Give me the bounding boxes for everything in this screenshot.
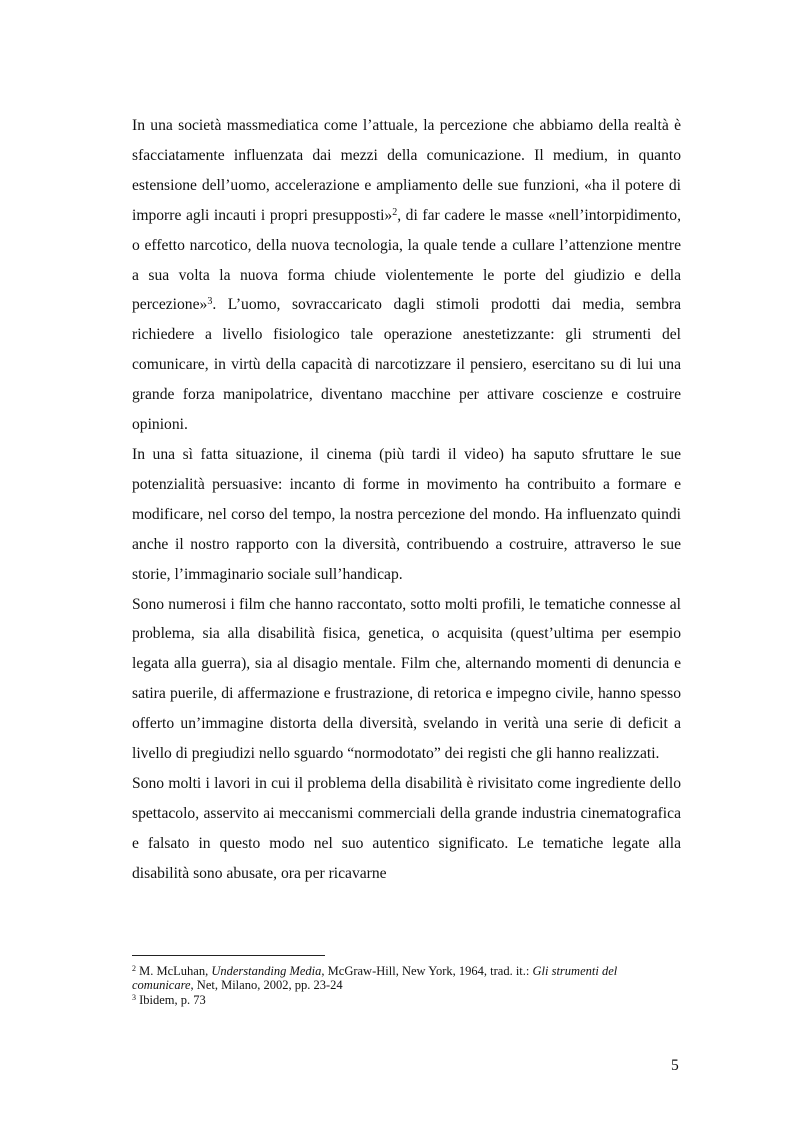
footnote-separator bbox=[132, 955, 325, 956]
footnote-3: $^3$ Ibidem, p. 73 bbox=[132, 992, 206, 1007]
footnote-ref-2[interactable]: 2 bbox=[392, 206, 398, 218]
paragraph-3: Sono numerosi i film che hanno raccontato, sotto molti profili, le tematiche connesse al problema, sia alla disabilità fisica, genetica, o acquisita (quest’ultima per esempio legata alla guerra), sia al disagio mentale. Film che, alternando momenti di denuncia e satira puerile, di affermazione e frustrazione, di retorica e impegno civile, hanno spesso offerto un’immagine distorta della diversità, svelando in verità una serie di deficit a livello di pregiudizi nello sguardo “normodotato” dei registi che gli hanno realizzati. bbox=[132, 595, 681, 763]
body-text bbox=[132, 111, 681, 889]
footnote-2: $^2$ M. McLuhan, Understanding Media, McGraw-Hill, New York, 1964, trad. it.: Gli strumenti del comunicare, Net, Milano, 2002, pp. 23-24 bbox=[132, 964, 618, 993]
paragraph-1: In una società massmediatica come l’attuale, la percezione che abbiamo della realtà è sfacciatamente influenzata dai mezzi della comunicazione. Il medium, in quanto estensione dell’uomo, accelerazione e ampliamento delle sue funzioni, «ha il potere di imporre agli incauti i propri presupposti»$^2$, di far cadere le masse «nell’intorpidimento, o effetto narcotico, della nuova tecnologia, la quale tende a cullare l’attenzione mentre a sua volta la nuova forma chiude violentemente le porte del giudizio e della percezione»$^3$. L’uomo, sovraccaricato dagli stimoli prodotti dai media, sembra richiedere a livello fisiologico tale operazione anestetizzante: gli strumenti del comunicare, in virtù della capacità di narcotizzare il pensiero, esercitano su di lui una grande forza manipolatrice, diventano macchine per attivare coscienze e costruire opinioni. bbox=[132, 117, 681, 434]
page-number: 5 bbox=[671, 1057, 679, 1074]
footnotes bbox=[132, 955, 681, 1007]
paragraph-4: Sono molti i lavori in cui il problema della disabilità è rivisitato come ingrediente dello spettacolo, asservito ai meccanismi commerciali della grande industria cinematografica e falsato in questo modo nel suo autentico significato. Le tematiche legate alla disabilità sono abusate, ora per ricavarne bbox=[132, 774, 681, 882]
footnote-ref-3[interactable]: 3 bbox=[207, 296, 213, 308]
paragraph-2: In una sì fatta situazione, il cinema (più tardi il video) ha saputo sfruttare le sue potenzialità persuasive: incanto di forme in movimento ha contribuito a formare e modificare, nel corso del tempo, la nostra percezione del mondo. Ha influenzato quindi anche il nostro rapporto con la diversità, contribuendo a costruire, attraverso le sue storie, l’immaginario sociale sull’handicap. bbox=[132, 445, 681, 583]
